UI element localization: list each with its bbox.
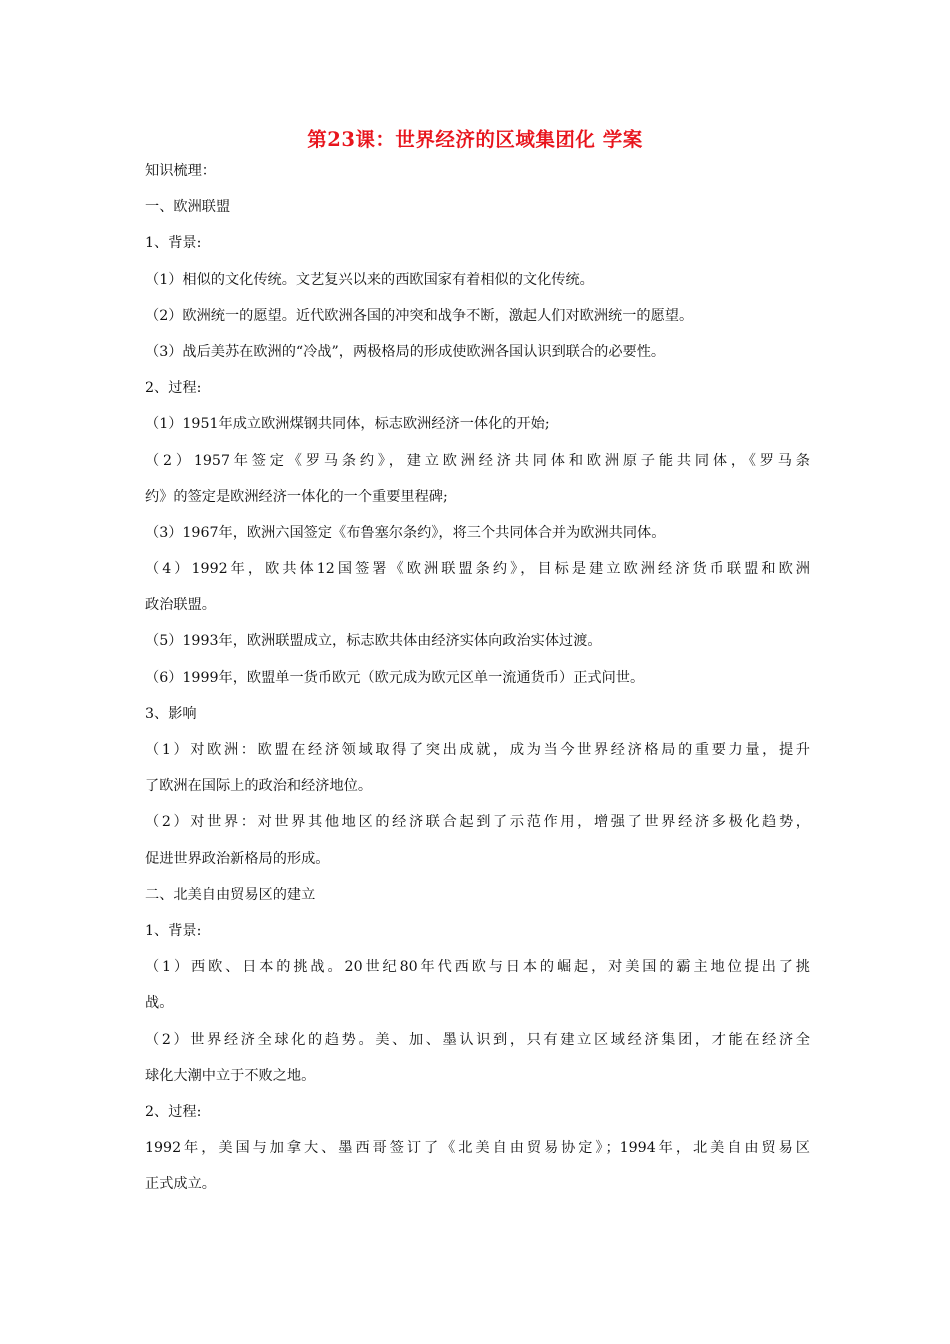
text-line: （3）战后美苏在欧洲的“冷战”，两极格局的形成使欧洲各国认识到联合的必要性。 [145, 343, 666, 360]
text-line: （1）相似的文化传统。文艺复兴以来的西欧国家有着相似的文化传统。 [145, 271, 594, 288]
text-line: 促进世界政治新格局的形成。 [145, 850, 330, 867]
text-line: 约》的签定是欧洲经济一体化的一个重要里程碑; [145, 488, 448, 505]
text-line: （6）1999年，欧盟单一货币欧元（欧元成为欧元区单一流通货币）正式问世。 [145, 669, 645, 686]
text-line: （1）对欧洲：欧盟在经济领域取得了突出成就，成为当今世界经济格局的重要力量，提升 [145, 742, 810, 758]
text-line: 球化大潮中立于不败之地。 [145, 1067, 316, 1084]
page-title: 第23课：世界经济的区域集团化 学案 [307, 128, 643, 151]
text-line: 1992年，美国与加拿大、墨西哥签订了《北美自由贸易协定》；1994年，北美自由贸易区 [145, 1140, 810, 1157]
text-line: 知识梳理： [145, 163, 216, 179]
text-line: （2）世界经济全球化的趋势。美、加、墨认识到，只有建立区域经济集团，才能在经济全 [145, 1031, 810, 1048]
text-line: （5）1993年，欧洲联盟成立，标志欧共体由经济实体向政治实体过渡。 [145, 633, 602, 650]
text-line: 政治联盟。 [145, 597, 216, 614]
text-line: （3）1967年，欧洲六国签定《布鲁塞尔条约》，将三个共同体合并为欧洲共同体。 [145, 524, 666, 541]
text-line: 了欧洲在国际上的政治和经济地位。 [145, 778, 373, 795]
text-line: （1）西欧、日本的挑战。20世纪80年代西欧与日本的崛起，对美国的霸主地位提出了挑 [145, 959, 810, 976]
text-line: （2）欧洲统一的愿望。近代欧洲各国的冲突和战争不断，激起人们对欧洲统一的愿望。 [145, 307, 694, 324]
text-line: 1、背景: [145, 235, 202, 252]
text-line: 2、过程: [145, 1103, 202, 1120]
text-line: 3、影响 [145, 705, 197, 722]
text-line: （1）1951年成立欧洲煤钢共同体，标志欧洲经济一体化的开始; [145, 416, 550, 433]
text-line: （2）1957年签定《罗马条约》，建立欧洲经济共同体和欧洲原子能共同体，《罗马条 [145, 452, 810, 469]
text-line: 一、欧洲联盟 [145, 199, 231, 216]
text-line: 1、背景: [145, 922, 202, 939]
document-body [145, 153, 810, 1202]
text-line: （4）1992年，欧共体12国签署《欧洲联盟条约》，目标是建立欧洲经济货币联盟和欧洲 [145, 561, 810, 578]
text-line: （2）对世界：对世界其他地区的经济联合起到了示范作用，增强了世界经济多极化趋势， [145, 814, 810, 831]
text-line: 正式成立。 [145, 1176, 216, 1193]
text-line: 2、过程: [145, 380, 202, 397]
text-line: 战。 [145, 995, 174, 1012]
text-line: 二、北美自由贸易区的建立 [145, 886, 316, 903]
